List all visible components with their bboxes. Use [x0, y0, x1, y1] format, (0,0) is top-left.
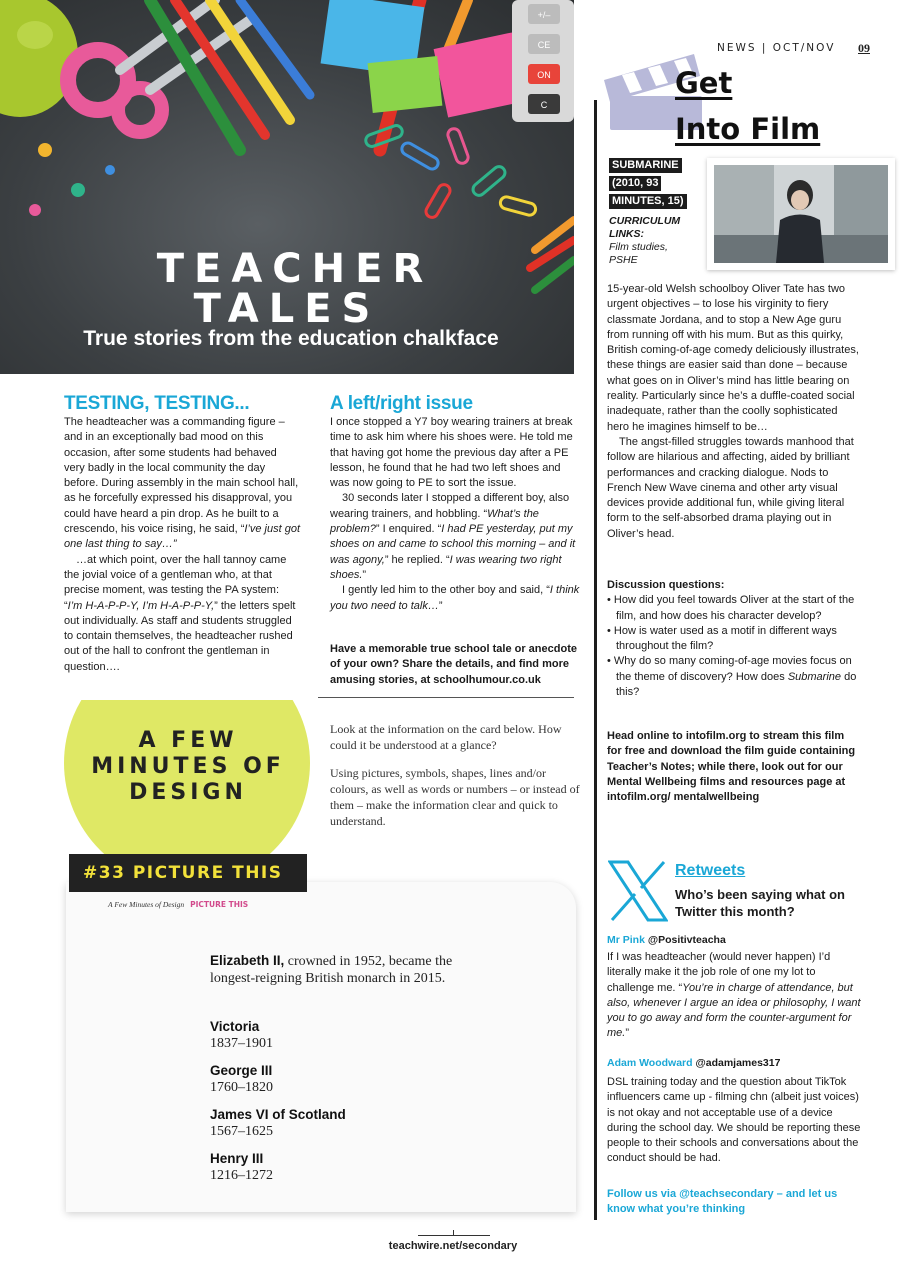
- story1-p1-quote: I’ve just got one last thing to say…”: [64, 523, 301, 551]
- calc-key-plusminus: +/–: [537, 10, 551, 20]
- story2-p2-quote3: I was wearing two right shoes.: [330, 553, 562, 581]
- discussion-item-film: Submarine: [787, 670, 842, 683]
- design-title-line1: A FEW: [138, 728, 238, 753]
- story2-p3-text: I gently led him to the other boy and said, “: [342, 584, 550, 597]
- story1-heading: TESTING, TESTING...: [64, 393, 250, 414]
- story2-paragraph2: [330, 491, 582, 583]
- story2-p2-quote1: What’s the problem?: [330, 507, 539, 536]
- story2-p2-text-d: ”: [362, 568, 367, 581]
- design-title-line3: DESIGN: [129, 780, 247, 805]
- story2-p2-text-c: ” he replied. “: [384, 553, 450, 566]
- page-number: 09: [858, 41, 870, 55]
- story2-paragraph1: I once stopped a Y7 boy wearing trainers at break time to ask him where his shoes were. He told me that having got home the previous day after a PE lesson, he found that he had two left shoes and was now going to PE to sort the issue.: [330, 416, 573, 490]
- tweet-author-name: Adam Woodward: [607, 1057, 693, 1069]
- monarch-entry: [210, 1062, 273, 1096]
- hero-subtitle: True stories from the education chalkface: [83, 327, 499, 350]
- card-header-label: PICTURE THIS: [190, 900, 249, 909]
- film-still-photo: [707, 158, 895, 270]
- discussion-heading: Discussion questions:: [607, 579, 725, 591]
- curriculum-links: [609, 215, 699, 267]
- story1-p1-text: The headteacher was a commanding figure – and in an exceptionally bad mood on this occasion, after some students had behaved very badly in the local community the day before. During assembly in the main school hall, as he forcefully expressed his disapproval, you could have heard a pin drop. As he built to a crescendo, his voice rising, he said, “: [64, 416, 299, 536]
- tweet-text-quote: You’re in charge of attendance, but also, whenever I argue an idea or philosophy, I want you to go away and form the counter-argument for me.: [607, 981, 861, 1040]
- monarch-entry: [210, 1150, 273, 1184]
- tweet-text-part: ”: [625, 1027, 630, 1040]
- follow-call-to-action: Follow us via @teachsecondary – and let us know what you’re thinking: [607, 1188, 838, 1216]
- footer-tick: [453, 1230, 454, 1236]
- design-title-line2: MINUTES OF: [91, 754, 285, 779]
- curriculum-value: Film studies, PSHE: [609, 241, 668, 266]
- tweet-author-name: Mr Pink: [607, 934, 645, 946]
- monarch-name: Victoria: [210, 1019, 260, 1034]
- info-card: [66, 882, 576, 1212]
- story2-heading: A left/right issue: [330, 393, 473, 414]
- discussion-item-text: How is water used as a motif in different ways throughout the film?: [613, 624, 837, 653]
- card-intro-text: crowned in 1952, became the longest-reigning British monarch in 2015.: [210, 954, 453, 986]
- design-paragraph2: Using pictures, symbols, shapes, lines and/or colours, as well as words or numbers – or instead of them – make the information clear and quick to understand.: [330, 766, 580, 828]
- calc-key-ce: CE: [537, 40, 551, 50]
- design-paragraph1: Look at the information on the card below. How could it be understood at a glance?: [330, 722, 562, 752]
- film-call-to-action: Head online to intofilm.org to stream this film for free and download the film guide containing Teacher’s Notes; while there, look out for our Mental Wellbeing films and resources page at intofilm.org/ mentalwellbeing: [607, 730, 856, 804]
- film-meta: [609, 155, 691, 209]
- retweets-title: Retweets: [675, 862, 746, 879]
- film-still-image: [714, 165, 888, 263]
- film-title-line2: Into Film: [675, 112, 821, 146]
- column-rule: [594, 100, 597, 1220]
- story2-p2-text-a: 30 seconds later I stopped a different boy, also wearing trainers, and hobbling. “: [330, 492, 570, 520]
- tweet-text: [607, 950, 861, 1042]
- tweet-author: [607, 1057, 780, 1069]
- design-title: [74, 728, 302, 806]
- story1-paragraph2: [64, 553, 300, 675]
- tweet-text: DSL training today and the question about TikTok influencers came up - filming chn (albeit just voices) is not okay and not acceptable use of a device during the school day. We should be reporting these people to their schools and conversations about the conduct should be had.: [607, 1076, 861, 1165]
- film-title-line1: Get: [675, 66, 733, 100]
- tweet-author-handle: @adamjames317: [695, 1057, 781, 1069]
- monarch-name: James VI of Scotland: [210, 1107, 346, 1122]
- card-header-series: A Few Minutes of Design: [108, 900, 185, 909]
- retweets-subtitle: Who’s been saying what on Twitter this month?: [675, 887, 845, 919]
- film-meta-line: (2010, 93: [609, 176, 661, 191]
- story2-paragraph3: [330, 583, 582, 614]
- story1-paragraph1: [64, 415, 300, 553]
- film-review-paragraph1: 15-year-old Welsh schoolboy Oliver Tate has two urgent objectives – to lose his virginity to fiery classmate Jordana, and to stop a New Age guru from running off with his mum. But as this quirky, British coming-of-age comedy deliciously illustrates, these things are easier said than done – because what goes on in Oliver’s mind has little bearing on reality. Particularly since he’s a duffle-coated social inadequate, rather than the coolly sophisticated hero he imagines himself to be…: [607, 283, 859, 433]
- film-meta-line: SUBMARINE: [609, 158, 682, 173]
- story2-p2-quote2: I had PE yesterday, put my shoes on and came to school this morning – and it was agony,: [330, 523, 576, 566]
- curriculum-heading: CURRICULUM LINKS:: [609, 215, 681, 240]
- discussion-item-text-end: do this?: [616, 670, 857, 699]
- hero-title-line2: TALES: [193, 286, 381, 332]
- discussion-item-text: Why do so many coming-of-age movies focus on the theme of discovery? How does: [613, 655, 852, 683]
- stories-call-to-action: Have a memorable true school tale or anecdote of your own? Share the details, and find more amusing stories, at schoolhumour.co.uk: [330, 643, 577, 686]
- footer-rule: [418, 1235, 490, 1236]
- story1-p2-text: …at which point, over the hall tannoy came the jovial voice of a gentleman who, at that precise moment, was testing the PA system: “: [64, 553, 287, 612]
- monarch-years: 1567–1625: [210, 1124, 273, 1139]
- discussion-item: • Why do so many coming-of-age movies focus on the theme of discovery? How does Submarine do this?: [607, 655, 857, 699]
- discussion-item-text: How did you feel towards Oliver at the start of the film, and how does his character develop?: [613, 594, 855, 622]
- calc-key-on: ON: [537, 70, 551, 80]
- picture-this-label: #33 PICTURE THIS: [69, 854, 307, 892]
- story1-p2-quote: I’m H-A-P-P-Y, I’m H-A-P-P-Y,: [67, 599, 215, 612]
- monarch-name: George III: [210, 1063, 273, 1078]
- card-intro-name: Elizabeth II,: [210, 953, 285, 968]
- calc-key-c: C: [540, 100, 548, 110]
- monarch-entry: [210, 1018, 273, 1052]
- footer-url: teachwire.net/secondary: [388, 1240, 518, 1252]
- tweet-text-part: If I was headteacher (would never happen) I’d literally make it the job role of one my lot to challenge me. “: [607, 951, 831, 994]
- discussion-item: • How did you feel towards Oliver at the start of the film, and how does his character develop?: [607, 594, 855, 622]
- discussion-questions: [607, 578, 861, 700]
- monarch-years: 1760–1820: [210, 1080, 273, 1095]
- card-intro: [210, 952, 500, 987]
- monarch-years: 1216–1272: [210, 1168, 273, 1183]
- story1-p2-text-end: ” the letters spelt out individually. As staff and students struggled to contain themselves, the headteacher rushed out of the hall to confront the gentleman in question….: [64, 599, 296, 673]
- discussion-item: • How is water used as a motif in different ways throughout the film?: [607, 624, 837, 653]
- card-header: [108, 900, 248, 909]
- tweet-author-handle: @Positivteacha: [647, 934, 726, 946]
- story2-p3-text-end: ”: [438, 599, 443, 612]
- story2-body: [330, 415, 582, 614]
- story1-body: [64, 415, 300, 675]
- hero-image: [0, 0, 574, 374]
- monarch-years: 1837–1901: [210, 1036, 273, 1051]
- monarch-name: Henry III: [210, 1151, 264, 1166]
- x-logo-icon: [608, 860, 668, 922]
- hero-title-line1: TEACHER: [156, 246, 434, 292]
- section-divider: [318, 697, 574, 698]
- section-header: NEWS | OCT/NOV: [717, 42, 836, 54]
- story2-p3-quote: I think you two need to talk…: [330, 584, 580, 612]
- film-review-paragraph2: The angst-filled struggles towards manhood that follow are hilarious and affecting, aided by brilliant performances and cracking dialogue. Nods to French New Wave cinema and other arty visual devices provide additional fun, while giving literal form to the self-absorbed drama playing out in Oliver’s head.: [607, 435, 854, 540]
- film-meta-line: MINUTES, 15): [609, 194, 687, 209]
- tweet-author: [607, 934, 726, 946]
- monarch-entry: [210, 1106, 346, 1140]
- film-review: [607, 282, 861, 542]
- story2-p2-text-b: ” I enquired. “: [375, 523, 442, 536]
